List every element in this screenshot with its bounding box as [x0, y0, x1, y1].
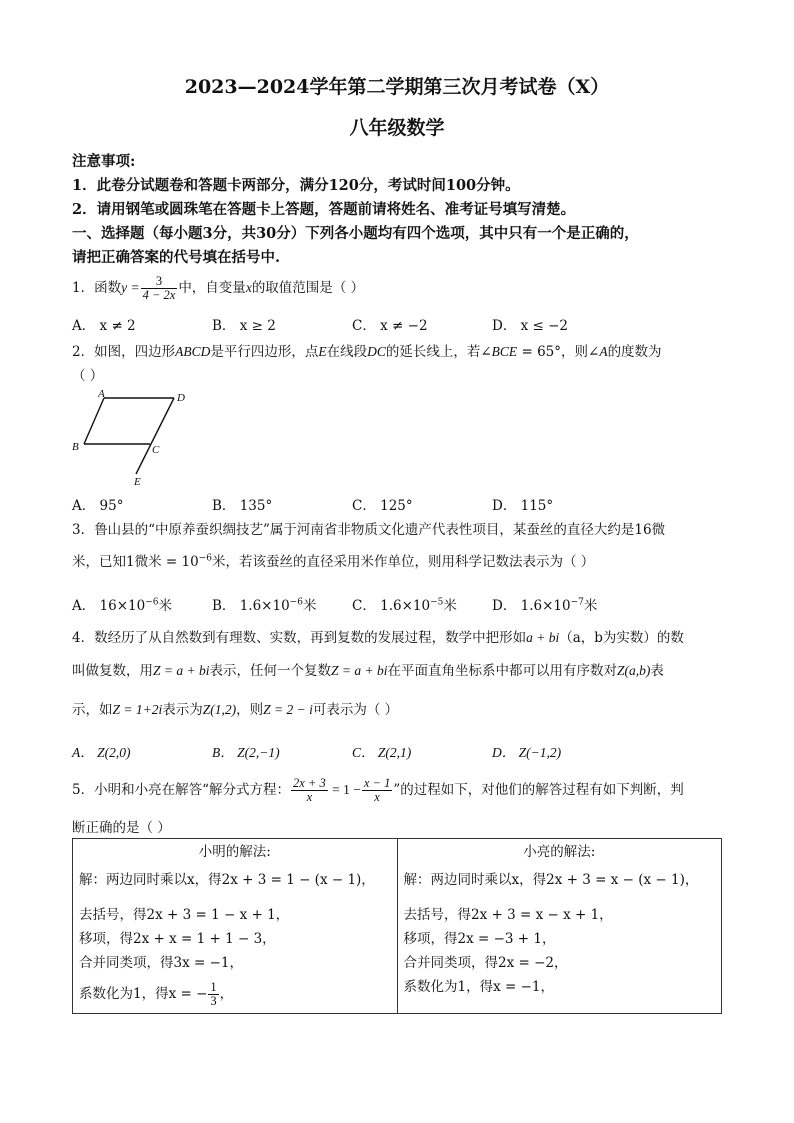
q2-text2: 是平行四边形，点 — [210, 344, 319, 360]
q2-option-c: C． 125° — [352, 498, 413, 514]
q5-lhs-num: 2x + 3 — [293, 776, 326, 790]
q3-option-c-unit: 米 — [443, 598, 457, 614]
q3-line2 — [72, 550, 594, 570]
q3-option-a-label: A． 16×10 — [72, 598, 146, 614]
label-e: E — [134, 476, 141, 488]
q1-option-a: A． x ≠ 2 — [72, 318, 136, 334]
q5-lhs-fraction — [291, 777, 328, 804]
xiaoliang-step-2: 去括号，得2x + 3 = x − x + 1， — [403, 907, 613, 923]
q1-func-lhs: y = — [121, 280, 140, 295]
section1-line1: 一、选择题（每小题3分，共30分）下列各小题均有四个选项，其中只有一个是正确的， — [72, 225, 639, 242]
q3-option-d-unit: 米 — [583, 598, 598, 614]
q3-option-a-exp: −6 — [145, 597, 159, 608]
xiaoming-step-5 — [79, 975, 391, 1013]
q2-text4: 的延长线上，若∠ — [385, 344, 492, 360]
xiaoming-step-4: 合并同类项，得3x = −1， — [79, 955, 243, 971]
q4-option-c: C． Z(2,1) — [352, 745, 412, 760]
q2-bce: BCE — [491, 344, 518, 359]
q2-text3: 在线段 — [326, 344, 368, 360]
q1-suffix2: 的取值范围是（ ） — [251, 280, 365, 296]
q4-line3a: 示，如 — [72, 702, 113, 718]
q2-option-a: A． 95° — [72, 498, 124, 514]
q4-expr-z2: Z = a + bi — [330, 663, 388, 678]
xiaoliang-step-1: 解：两边同时乘以x，得2x + 3 = x − (x − 1)， — [403, 872, 699, 888]
xiaoming-step-1: 解：两边同时乘以x，得2x + 3 = 1 − (x − 1)， — [79, 872, 375, 888]
q4-option-d: D． Z(−1,2) — [492, 745, 562, 760]
q3-option-c-exp: −5 — [430, 597, 444, 608]
xiaoliang-step-3: 移项，得2x = −3 + 1， — [403, 931, 556, 947]
q3-line2b: 米，若该蚕丝的直径采用米作单位，则用科学记数法表示为（ ） — [211, 554, 595, 570]
q2-option-b: B． 135° — [212, 498, 273, 514]
q4-line2d: 表 — [650, 663, 664, 679]
q4-option-b: B． Z(2,−1) — [212, 745, 280, 760]
q4-line3c: ，则 — [236, 702, 264, 718]
q4-line3d: 可表示为（ ） — [312, 702, 399, 718]
q1-num: 3 — [141, 275, 178, 289]
q2-a: A — [599, 344, 608, 359]
q3-option-a — [72, 594, 172, 614]
xiaoming-step-3: 移项，得2x + x = 1 + 1 − 3， — [79, 931, 276, 947]
q4-line1a: 4．数经历了从自然数到有理数、实数，再到复数的发展过程，数学中把形如 — [72, 630, 527, 646]
label-b: B — [72, 441, 79, 453]
label-c: C — [152, 444, 160, 456]
q3-option-b — [212, 594, 316, 614]
q4-expr-z4: Z = 2 − i — [263, 702, 313, 717]
q2-option-d: D． 115° — [492, 498, 554, 514]
q4-option-a: A． Z(2,0) — [72, 745, 131, 760]
q4-line3 — [72, 698, 398, 718]
q4-expr-z1: Z = a + bi — [153, 663, 210, 678]
exam-title: 2023—2024学年第二学期第三次月考试卷（X） — [184, 76, 610, 98]
xiaoliang-step-5: 系数化为1，得x = −1， — [403, 979, 554, 995]
xiaoming-column — [73, 839, 398, 1014]
edge-dc-extended — [136, 398, 174, 474]
edge-ab — [84, 398, 104, 444]
q4-expr-z12: Z(1,2) — [202, 702, 237, 717]
q2-dc: DC — [367, 344, 386, 359]
q4-line1 — [72, 626, 684, 646]
q5-text1: 5．小明和小亮在解答“解分式方程： — [72, 782, 290, 798]
q5-rhs-den: x — [374, 790, 380, 804]
xiaoming-heading: 小明的解法: — [198, 844, 271, 860]
q3-option-c-label: C． 1.6×10 — [352, 598, 431, 614]
xiaoming-last-num: 1 — [210, 980, 217, 994]
q4-line2b: 表示，任何一个复数 — [209, 663, 331, 679]
q1-prefix: 1．函数 — [72, 280, 122, 296]
q3-line1: 3．鲁山县的“中原养蚕织绸技艺”属于河南省非物质文化遗产代表性项目，某蚕丝的直径大约是16微 — [72, 522, 666, 538]
q4-expr-zab: Z(a,b) — [616, 663, 651, 678]
q3-option-d — [492, 594, 597, 614]
q3-line2a: 米，已知1微米 = 10 — [72, 554, 199, 570]
xiaoliang-heading: 小亮的解法: — [523, 844, 596, 860]
xiaoliang-step-4: 合并同类项，得2x = −2， — [403, 955, 568, 971]
q4-line1b: （a，b为实数）的数 — [559, 630, 684, 646]
q4-line2c: 在平面直角坐标系中都可以用有序数对 — [387, 663, 617, 679]
q4-line2a: 叫做复数，用 — [72, 663, 153, 679]
question-1 — [72, 270, 364, 306]
q3-option-b-label: B． 1.6×10 — [212, 598, 290, 614]
q1-option-d: D． x ≤ −2 — [492, 318, 569, 334]
q1-fraction — [141, 275, 178, 302]
q3-option-c — [352, 594, 457, 614]
q2-e: E — [318, 344, 327, 359]
exam-subtitle: 八年级数学 — [349, 117, 445, 139]
q3-option-d-label: D． 1.6×10 — [492, 598, 571, 614]
q4-line2 — [72, 659, 664, 679]
q5-text2: ”的过程如下，对他们的解答过程有如下判断，判 — [393, 782, 684, 798]
q5-rhs-num: x − 1 — [363, 776, 391, 790]
q1-suffix: 中，自变量 — [178, 280, 246, 296]
xiaoming-last-fraction — [208, 981, 218, 1008]
q2-text5: = 65°，则∠ — [517, 344, 600, 360]
q5-line1 — [72, 770, 684, 810]
q2-text6: 的度数为 — [607, 344, 662, 360]
q1-var: x — [245, 280, 252, 295]
note-1: 1．此卷分试题卷和答题卡两部分，满分120分，考试时间100分钟。 — [72, 177, 520, 194]
solutions-table — [72, 838, 722, 1014]
q1-den: 4 − 2x — [142, 288, 176, 302]
xiaoming-last-den: 3 — [210, 994, 217, 1008]
question-2 — [72, 340, 662, 360]
section1-line2: 请把正确答案的代号填在括号中. — [72, 249, 281, 266]
label-d: D — [177, 392, 185, 404]
xiaoming-step-2: 去括号，得2x + 3 = 1 − x + 1， — [79, 907, 290, 923]
q3-exponent: −6 — [198, 553, 212, 564]
q3-option-b-unit: 米 — [302, 598, 317, 614]
q5-mid: = 1 − — [328, 782, 361, 797]
q4-line3b: 表示为 — [162, 702, 203, 718]
q3-option-a-unit: 米 — [158, 598, 172, 614]
q1-option-c: C． x ≠ −2 — [352, 318, 428, 334]
q3-option-b-exp: −6 — [289, 597, 303, 608]
q2-paren: （ ） — [72, 368, 104, 384]
q2-text1: 2．如图，四边形 — [72, 344, 176, 360]
q5-line2: 断正确的是（ ） — [72, 820, 171, 836]
xiaoliang-column — [397, 839, 722, 1014]
q2-abcd: ABCD — [175, 344, 211, 359]
q1-option-b: B． x ≥ 2 — [212, 318, 276, 334]
q5-lhs-den: x — [306, 790, 313, 804]
q4-expr-a-bi: a + bi — [526, 630, 560, 645]
q5-rhs-fraction — [362, 777, 392, 804]
xiaoming-last-suffix: ， — [219, 986, 234, 1002]
xiaoming-last-prefix: 系数化为1，得x = − — [79, 986, 208, 1002]
parallelogram-figure — [70, 388, 200, 488]
q4-expr-z3: Z = 1+2i — [112, 702, 163, 717]
q3-option-d-exp: −7 — [570, 597, 584, 608]
notes-heading: 注意事项: — [72, 153, 136, 170]
label-a: A — [98, 388, 105, 400]
note-2: 2．请用钢笔或圆珠笔在答题卡上答题，答题前请将姓名、准考证号填写清楚。 — [72, 201, 576, 218]
